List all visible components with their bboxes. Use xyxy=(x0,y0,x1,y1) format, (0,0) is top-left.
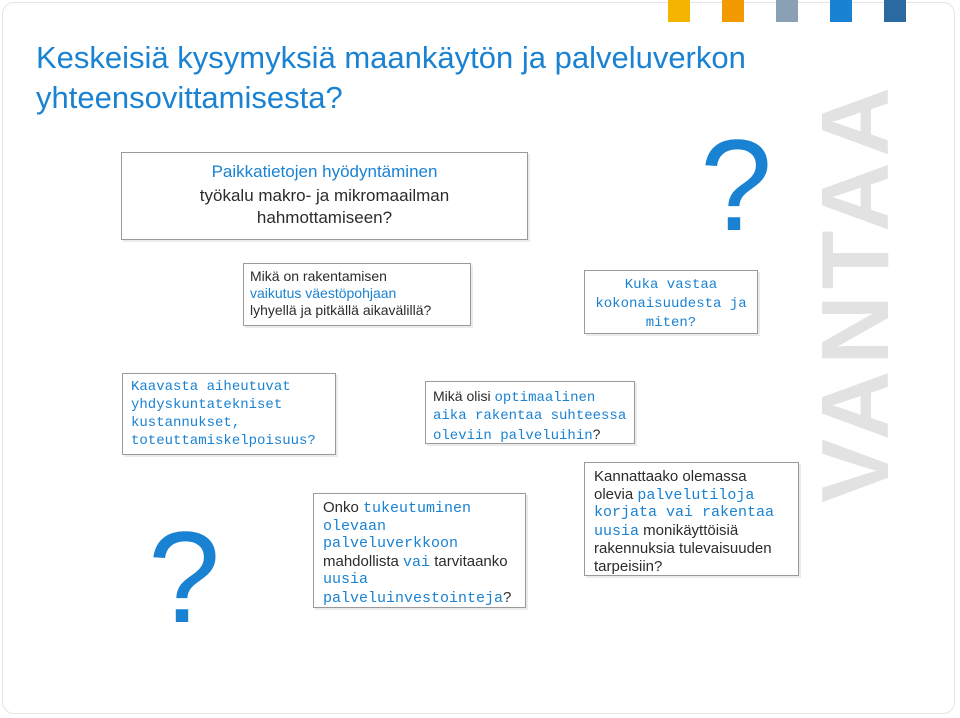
box5-text5: ? xyxy=(592,426,601,442)
decor-square-2 xyxy=(722,0,744,22)
box5-text3: aika rakentaa suhteessa xyxy=(433,408,627,424)
question-box-palveluverkko xyxy=(313,493,526,608)
decor-square-1 xyxy=(668,0,690,22)
box7-text1: Kannattaako olemassa xyxy=(594,468,747,485)
box5-text2: optimaalinen xyxy=(494,390,596,406)
question-mark-top: ? xyxy=(700,112,773,258)
vantaa-watermark-logo: VANTAA xyxy=(802,81,909,503)
box1-line1: Paikkatietojen hyödyntäminen xyxy=(211,162,438,181)
box2-line1: Mikä on rakentamisen xyxy=(250,268,387,284)
decor-square-3 xyxy=(776,0,798,22)
box6-text4: palveluverkkoon xyxy=(323,535,459,552)
box6-text9: palveluinvestointeja xyxy=(323,589,504,607)
question-box-kustannukset xyxy=(122,373,336,455)
box7-text5: uusia xyxy=(594,522,640,540)
box4-line2: yhdyskuntatekniset xyxy=(131,397,283,413)
page-title: Keskeisiä kysymyksiä maankäytön ja palveluverkon yhteensovittamisesta? xyxy=(36,40,746,115)
box6-text1: Onko xyxy=(323,499,364,516)
box6-text3: olevaan xyxy=(323,517,387,535)
question-box-palvelutilat xyxy=(584,462,799,576)
box5-text4: oleviin palveluihin xyxy=(433,428,593,444)
question-box-vaestopohja xyxy=(243,263,471,326)
box6-text5: mahdollista xyxy=(323,552,404,570)
box6-text8: uusia xyxy=(323,571,369,588)
box4-line3: kustannukset, xyxy=(131,415,241,431)
question-box-paikkatiedot xyxy=(121,152,528,240)
box2-line3: lyhyellä ja pitkällä aikavälillä? xyxy=(250,302,432,318)
box3-line2: kokonaisuudesta ja xyxy=(595,296,747,312)
decor-square-4 xyxy=(830,0,852,22)
box3-line3: miten? xyxy=(645,315,697,331)
box6-text6: vai xyxy=(403,553,431,571)
question-box-vastuu xyxy=(584,270,758,334)
box4-line1: Kaavasta aiheutuvat xyxy=(131,379,291,395)
question-box-ajoitus xyxy=(425,381,635,444)
box6-text2: tukeutuminen xyxy=(363,500,472,517)
box1-line2: työkalu makro- ja mikromaailman xyxy=(199,186,450,205)
box7-text6: monikäyttöisiä xyxy=(639,521,739,539)
box4-line4: toteuttamiskelpoisuus? xyxy=(131,433,316,449)
decor-square-5 xyxy=(884,0,906,22)
box7-text4: korjata vai rakentaa xyxy=(594,504,775,521)
box6-text10: ? xyxy=(503,588,512,606)
box7-text8: tarpeisiin? xyxy=(594,557,663,575)
box3-line1: Kuka vastaa xyxy=(624,277,718,293)
question-mark-bottom: ? xyxy=(148,504,221,650)
box7-text3: palvelutiloja xyxy=(637,486,755,504)
box2-line2: vaikutus väestöpohjaan xyxy=(250,285,397,301)
box7-text7: rakennuksia tulevaisuuden xyxy=(594,540,772,557)
box7-text2: olevia xyxy=(594,485,638,503)
box5-text1: Mikä olisi xyxy=(433,388,495,404)
box6-text7: tarvitaanko xyxy=(430,552,508,570)
box1-line3: hahmottamiseen? xyxy=(256,208,393,227)
